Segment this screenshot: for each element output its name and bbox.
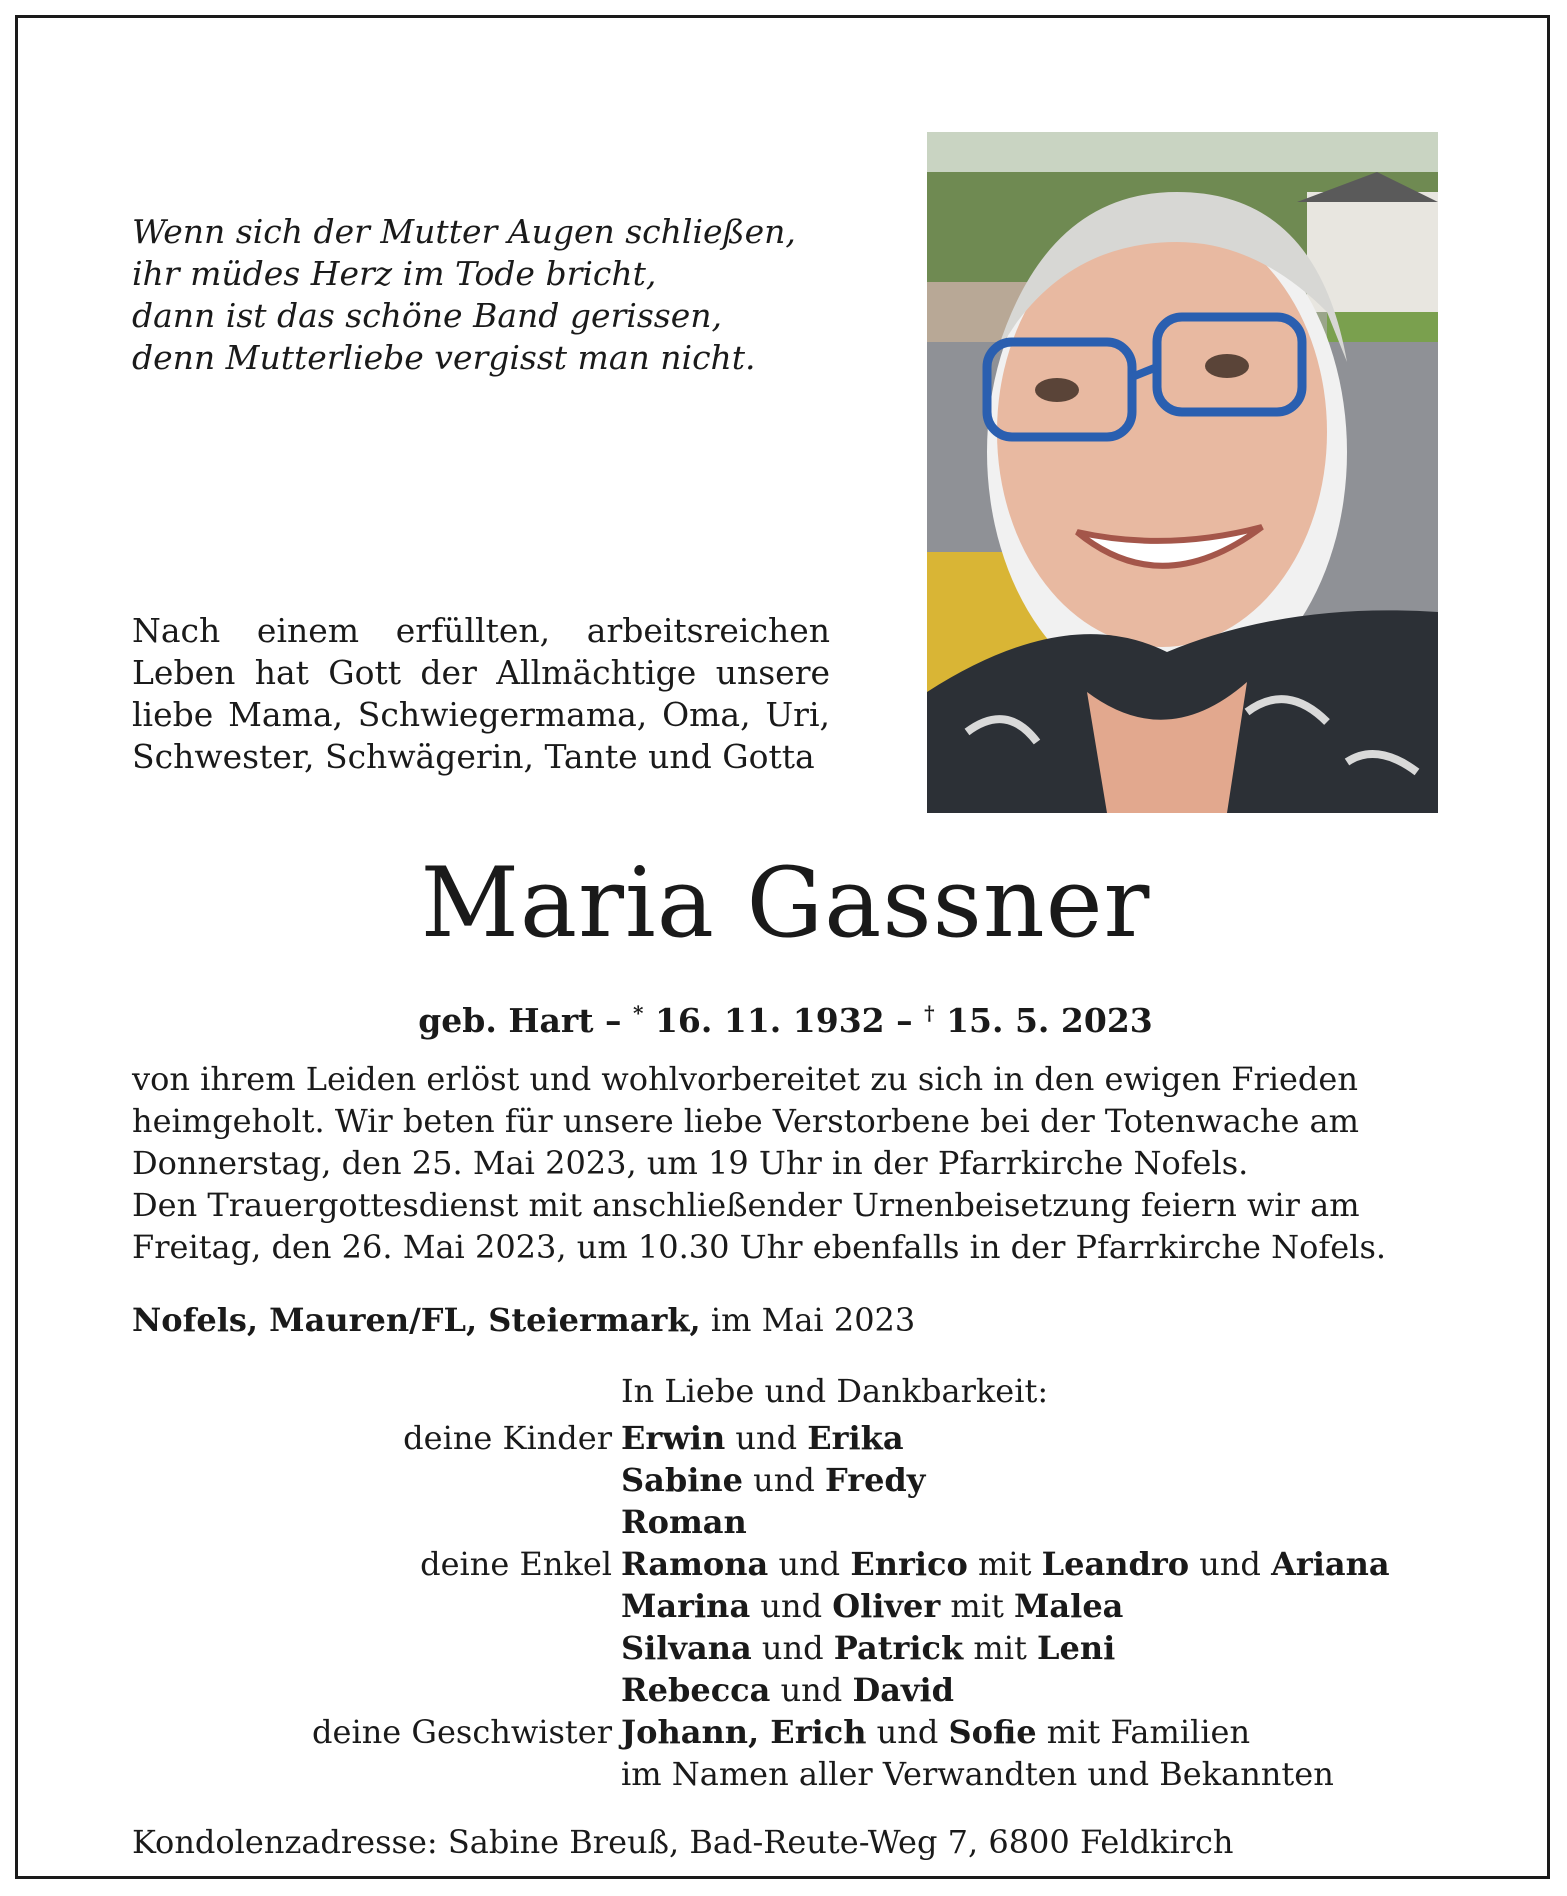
connector: und — [1189, 1545, 1272, 1583]
places: Nofels, Mauren/FL, Steiermark, — [132, 1301, 701, 1339]
announcement-text — [132, 1058, 1442, 1268]
connector: mit — [967, 1545, 1042, 1583]
connector: mit — [940, 1587, 1014, 1625]
death-date: 15. 5. 2023 — [934, 1001, 1153, 1040]
connector: und — [770, 1671, 853, 1709]
deceased-name: Maria Gassner — [420, 847, 1151, 959]
portrait-photo — [927, 132, 1438, 813]
person-name: Sabine — [621, 1461, 743, 1499]
grandchildren-names-1 — [621, 1543, 1390, 1585]
children-names-1 — [621, 1417, 904, 1459]
person-name: Ramona — [621, 1545, 769, 1583]
person-name: Marina — [621, 1587, 751, 1625]
person-name: Sofie — [948, 1713, 1037, 1751]
children-label: deine Kinder — [403, 1419, 612, 1457]
life-dates — [18, 992, 1553, 1042]
person-name: Ariana — [1271, 1545, 1390, 1583]
body-line: von ihrem Leiden erlöst und wohlvorbereitet zu sich in den ewigen Frieden — [132, 1060, 1358, 1098]
person-name: Malea — [1014, 1587, 1124, 1625]
person-name: Patrick — [833, 1629, 964, 1667]
connector: und — [751, 1629, 834, 1667]
death-symbol: † — [924, 1001, 935, 1025]
person-name: Erika — [807, 1419, 904, 1457]
person-name: Enrico — [850, 1545, 968, 1583]
obituary-card — [15, 15, 1550, 1879]
poem-line: dann ist das schöne Band gerissen, — [132, 296, 722, 335]
body-line: Den Trauergottesdienst mit anschließender Urnenbeisetzung feiern wir am — [132, 1186, 1360, 1224]
closing-line: im Namen aller Verwandten und Bekannten — [621, 1755, 1334, 1793]
body-line: Freitag, den 26. Mai 2023, um 10.30 Uhr ebenfalls in der Pfarrkirche Nofels. — [132, 1228, 1387, 1266]
siblings-label: deine Geschwister — [312, 1713, 612, 1751]
person-name: Erwin — [621, 1419, 726, 1457]
grandchildren-names-4 — [621, 1669, 954, 1711]
poem-line: denn Mutterliebe vergisst man nicht. — [132, 338, 756, 377]
connector: mit — [963, 1629, 1037, 1667]
grandchildren-label: deine Enkel — [420, 1545, 612, 1583]
connector: und — [768, 1545, 851, 1583]
body-line: Donnerstag, den 25. Mai 2023, um 19 Uhr in der Pfarrkirche Nofels. — [132, 1144, 1249, 1182]
siblings-names — [621, 1711, 1250, 1753]
body-line: heimgeholt. Wir beten für unsere liebe Verstorbene bei der Totenwache am — [132, 1102, 1359, 1140]
birth-symbol: * — [633, 1001, 644, 1025]
connector: und — [725, 1419, 808, 1457]
thanks-heading: In Liebe und Dankbarkeit: — [621, 1372, 1049, 1410]
grandchildren-names-3 — [621, 1627, 1115, 1669]
children-names-3 — [621, 1501, 747, 1543]
grandchildren-names-2 — [621, 1585, 1123, 1627]
birth-date: 16. 11. 1932 — [643, 1001, 885, 1040]
connector: und — [743, 1461, 826, 1499]
connector: und — [866, 1713, 949, 1751]
poem-line: Wenn sich der Mutter Augen schließen, — [132, 212, 796, 251]
condolence-address: Kondolenzadresse: Sabine Breuß, Bad-Reute-Weg 7, 6800 Feldkirch — [132, 1823, 1234, 1861]
person-name: Roman — [621, 1503, 747, 1541]
month-year: im Mai 2023 — [700, 1301, 916, 1339]
person-name: Leandro — [1041, 1545, 1190, 1583]
person-name: Silvana — [621, 1629, 752, 1667]
person-name: Leni — [1036, 1629, 1116, 1667]
dash: – — [884, 1001, 925, 1040]
person-name: Rebecca — [621, 1671, 771, 1709]
birth-name: geb. Hart — [418, 1001, 594, 1040]
person-name: Oliver — [832, 1587, 941, 1625]
portrait-illustration — [927, 132, 1438, 813]
poem-line: ihr müdes Herz im Tode bricht, — [132, 254, 657, 293]
dash: – — [593, 1001, 634, 1040]
connector: und — [750, 1587, 833, 1625]
memorial-poem — [132, 211, 852, 379]
person-name: David — [852, 1671, 955, 1709]
place-date-line — [132, 1299, 915, 1341]
person-name: Johann, Erich — [621, 1713, 867, 1751]
children-names-2 — [621, 1459, 925, 1501]
connector: mit Familien — [1036, 1713, 1251, 1751]
intro-paragraph: Nach einem erfüllten, arbeitsreichen Leben hat Gott der Allmächtige unsere liebe Mama, Schwiegermama, Oma, Uri, Schwester, Schwägerin, Tante und Gotta — [132, 611, 830, 776]
person-name: Fredy — [825, 1461, 926, 1499]
